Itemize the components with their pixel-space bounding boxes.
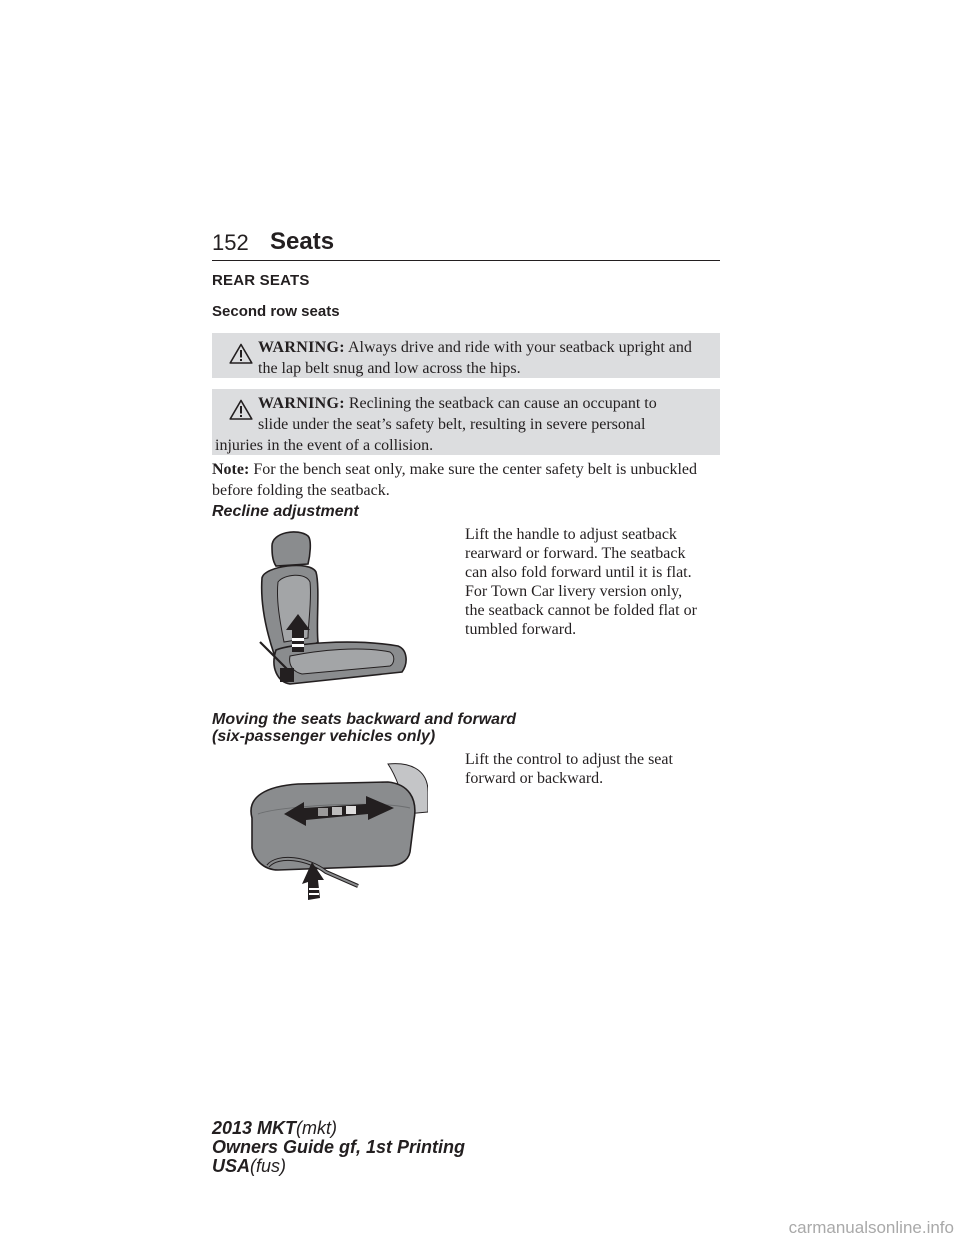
recline-paragraph (465, 525, 725, 639)
warning-box-1 (212, 333, 720, 378)
recline-line: Lift the handle to adjust seatback (465, 526, 677, 543)
watermark: carmanualsonline.info (788, 1218, 954, 1237)
note-paragraph (212, 459, 720, 501)
footer-region: USA (212, 1156, 251, 1176)
recline-line: can also fold forward until it is flat. (465, 564, 692, 581)
moving-paragraph (465, 750, 725, 788)
recline-line: rearward or forward. The seatback (465, 545, 686, 562)
note-label: Note: (212, 461, 250, 478)
footer-guide: Owners Guide gf, 1st Printing (212, 1137, 466, 1157)
warning-triangle-icon (229, 343, 253, 364)
heading-moving-line1: Moving the seats backward and forward (212, 711, 517, 728)
warning-text-2 (258, 393, 706, 435)
footer-model: 2013 MKT (212, 1118, 297, 1138)
warning-body-line3: injuries in the event of a collision. (215, 437, 434, 454)
warning-label: WARNING: (258, 339, 345, 356)
heading-moving-line2: (six-passenger vehicles only) (212, 728, 436, 745)
warning-body-line2: slide under the seat’s safety belt, resulting in severe personal (258, 416, 646, 433)
warning-body-line1: Reclining the seatback can cause an occupant to (348, 395, 657, 412)
heading-rear-seats: REAR SEATS (212, 272, 310, 289)
recline-line: the seatback cannot be folded flat or (465, 602, 697, 619)
moving-line: forward or backward. (465, 770, 604, 787)
heading-moving-seats (212, 711, 516, 745)
seat-recline-illustration (250, 526, 410, 696)
footer-region-code: (fus) (250, 1156, 287, 1176)
seat-slide-illustration (238, 762, 428, 902)
moving-line: Lift the control to adjust the seat (465, 751, 673, 768)
note-body: For the bench seat only, make sure the center safety belt is unbuckled before folding the seatback. (212, 461, 698, 499)
page-number: 152 (212, 230, 249, 255)
recline-line: For Town Car livery version only, (465, 583, 683, 600)
section-title: Seats (270, 228, 335, 255)
warning-triangle-icon (229, 399, 253, 420)
warning-body: Always drive and ride with your seatback upright and the lap belt snug and low across the hips. (258, 339, 692, 377)
header-rule (212, 260, 720, 261)
warning-box-2 (212, 389, 720, 455)
heading-second-row: Second row seats (212, 303, 340, 320)
warning-text-1 (258, 337, 706, 379)
footer (212, 1119, 465, 1176)
warning-label: WARNING: (258, 395, 345, 412)
footer-model-code: (mkt) (296, 1118, 338, 1138)
heading-recline-adjustment: Recline adjustment (212, 503, 359, 520)
recline-line: tumbled forward. (465, 621, 577, 638)
